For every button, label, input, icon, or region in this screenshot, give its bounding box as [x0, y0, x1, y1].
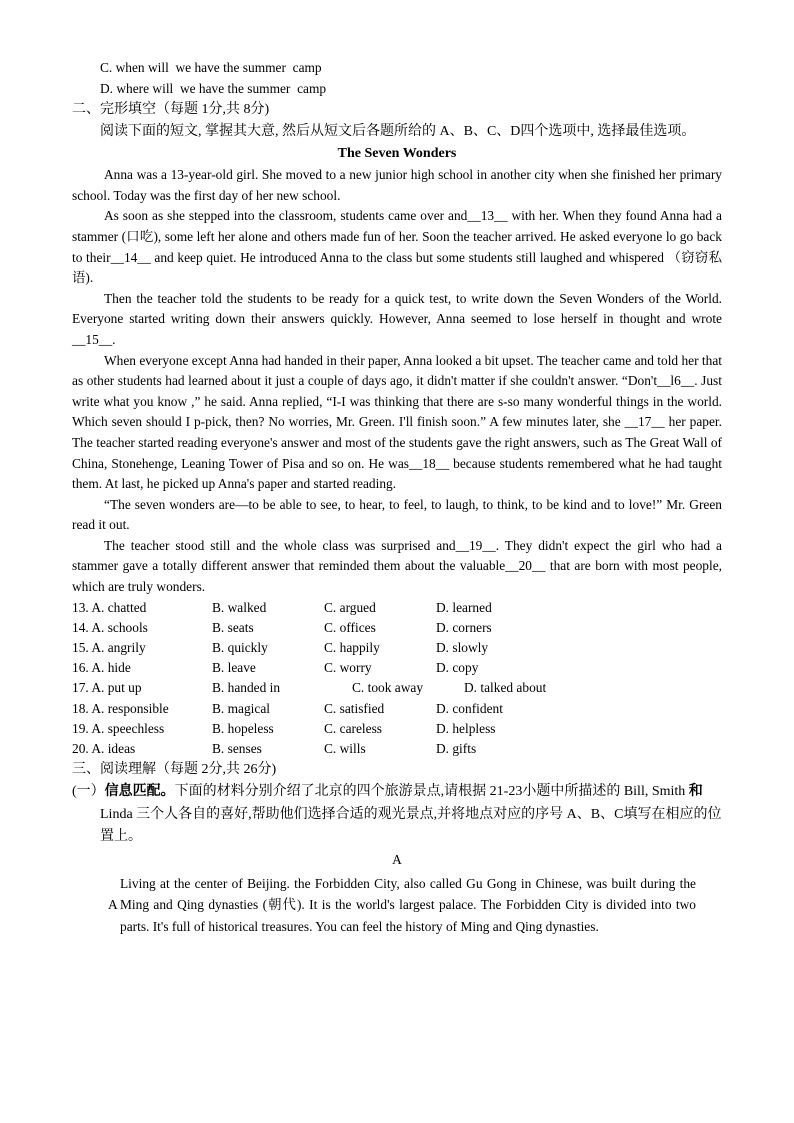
passage-a-heading: A — [392, 851, 402, 867]
option-d: D. talked about — [464, 680, 547, 696]
paragraph-2: As soon as she stepped into the classroom, students came over and__13__ with her. When they found Anna had a stammer (口吃), some left her alone and others made fun of her. Soon the teacher arrived. He asked everyone lo go back to their__14__ and keep quiet. He introduced Anna to the class but some students still laughed and whispered （窃窃私语). — [72, 208, 722, 286]
option-row-16 — [72, 658, 722, 678]
paragraph-4: When everyone except Anna had handed in their paper, Anna looked a bit upset. The teacher came and told her that as other students had learned about it just a couple of days ago, it didn't matter if she couldn't answer. “Don't__l6__. Just write what you know ,” he said. Anna replied, “I-I was thinking that there are s-so many wonderful things in the world. Which seven should I p-pick, then? No worries, Mr. Green. I'll finish soon.” A few minutes later, she __17__ her paper. The teacher started reading everyone's answer and most of the students gave the right answers, such as The Great Wall of China, Stonehenge, Leaning Tower of Pisa and so on. He was__18__ because students remembered what he had taught them. At last, he picked up Anna's paper and started reading. — [72, 352, 722, 492]
option-row-13 — [72, 598, 722, 618]
paragraph-6: The teacher stood still and the whole class was surprised and__19__. They didn't expect the girl who had a stammer gave a totally different answer that reminded them about the valuable__20__ that are born with most people, which are truly wonders. — [72, 537, 722, 595]
option-c: C. worry — [324, 660, 372, 676]
option-a: 15. A. angrily — [72, 640, 146, 656]
option-row-14 — [72, 618, 722, 638]
option-a: 14. A. schools — [72, 619, 148, 635]
sub-text-2: Linda 三个人各自的喜好,帮助他们选择合适的观光景点,并将地点对应的序号 A、B、C填写在相应的位置上。 — [100, 806, 722, 845]
option-a: 19. A. speechless — [72, 720, 165, 736]
sub-prefix: (一） — [72, 784, 105, 800]
option-c: C. wills — [324, 741, 366, 757]
option-row-19 — [72, 719, 722, 739]
passage-a-text: Living at the center of Beijing. the Forbidden City, also called Gu Gong in Chinese, was built during the Ming and Qing dynasties (朝代). It is the world's largest palace. The Forbidden City is divided into two parts. It's full of historical treasures. You can feel the history of Ming and Qing dynasties. — [120, 875, 696, 934]
option-a: 20. A. ideas — [72, 741, 136, 757]
option-b: B. quickly — [212, 640, 268, 656]
option-d: D. helpless — [436, 720, 496, 736]
prev-option-c: C. when will we have the summer camp — [100, 60, 322, 75]
section3-heading: 三、阅读理解（每题 2分,共 26分) — [72, 762, 277, 778]
option-d: D. confident — [436, 700, 503, 716]
option-d: D. learned — [436, 599, 492, 615]
option-row-15 — [72, 638, 722, 658]
sub-bold-and: 和 — [688, 784, 703, 800]
option-a: 16. A. hide — [72, 660, 131, 676]
option-a: 18. A. responsible — [72, 700, 169, 716]
paragraph-1: Anna was a 13-year-old girl. She moved to a new junior high school in another city when she finished her primary school. Today was the first day of her new school. — [72, 167, 722, 203]
section2-heading: 二、完形填空（每题 1分,共 8分) — [72, 102, 270, 118]
option-row-18 — [72, 699, 722, 719]
passage-a-label: A — [108, 897, 118, 913]
option-b: B. seats — [212, 619, 254, 635]
option-b: B. walked — [212, 599, 267, 615]
option-d: D. copy — [436, 660, 479, 676]
option-c: C. careless — [324, 720, 383, 736]
option-c: C. happily — [324, 640, 380, 656]
option-c: C. took away — [352, 680, 424, 696]
option-row-20 — [72, 739, 722, 759]
prev-option-d: D. where will we have the summer camp — [100, 80, 327, 96]
sub-bold-label: 信息匹配。 — [104, 784, 175, 800]
paragraph-3: Then the teacher told the students to be ready for a quick test, to write down the Seven Wonders of the World. Everyone started writing down their answers quickly. However, Anna seemed to lose herself in thought and wrote __15__. — [72, 290, 722, 347]
exam-page — [72, 58, 722, 937]
section2-instruction: 阅读下面的短文, 掌握其大意, 然后从短文后各题所给的 A、B、C、D四个选项中, 选择最佳选项。 — [100, 124, 696, 140]
option-a: 13. A. chatted — [72, 599, 147, 615]
section3-sub-instruction — [72, 781, 722, 849]
options-list — [72, 598, 722, 760]
option-c: C. satisfied — [324, 700, 385, 716]
option-c: C. offices — [324, 619, 376, 635]
passage-a — [72, 873, 722, 938]
option-b: B. magical — [212, 700, 271, 716]
option-b: B. handed in — [212, 680, 281, 696]
passage-title: The Seven Wonders — [337, 146, 457, 162]
option-row-17 — [72, 678, 722, 698]
option-c: C. argued — [324, 599, 376, 615]
option-b: B. senses — [212, 741, 262, 757]
option-d: D. gifts — [436, 741, 477, 757]
option-b: B. hopeless — [212, 720, 274, 736]
option-d: D. corners — [436, 619, 492, 635]
option-d: D. slowly — [436, 640, 489, 656]
option-a: 17. A. put up — [72, 680, 142, 696]
paragraph-5: “The seven wonders are—to be able to see, to hear, to feel, to laugh, to think, to be kind and to love!” Mr. Green read it out. — [72, 496, 722, 533]
sub-text-1: 下面的材料分别介绍了北京的四个旅游景点,请根据 21-23小题中所描述的 Bill, Smith — [174, 784, 689, 800]
option-b: B. leave — [212, 660, 256, 676]
